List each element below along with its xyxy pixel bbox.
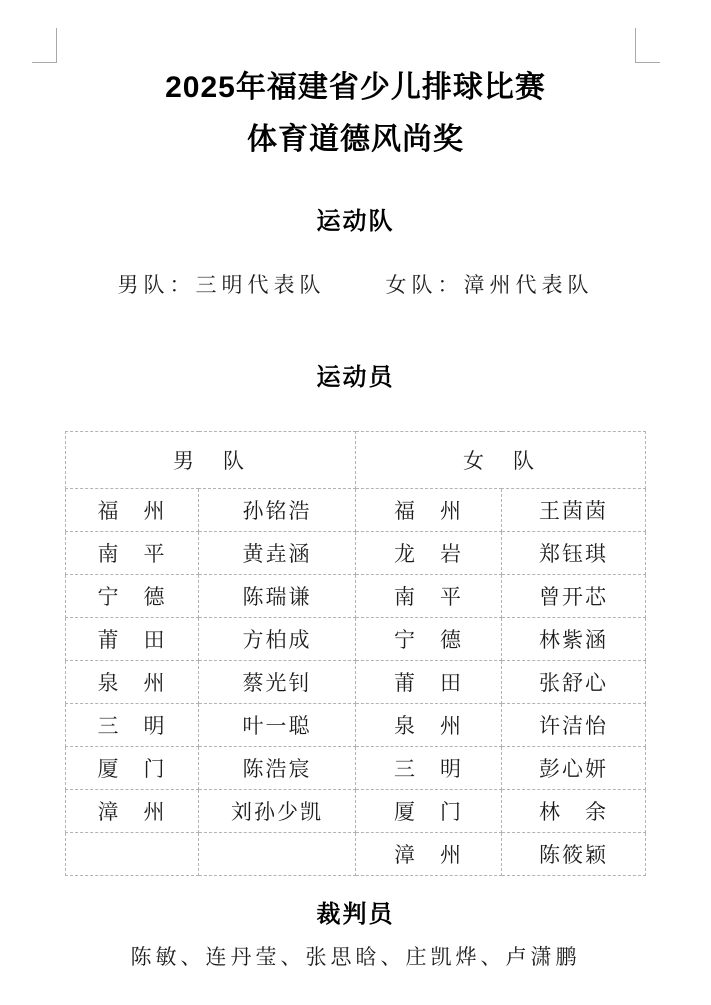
table-cell: 漳 州 (356, 833, 502, 876)
table-cell: 厦 门 (356, 790, 502, 833)
table-cell: 林 余 (502, 790, 646, 833)
section-heading-referees: 裁判员 (316, 901, 395, 928)
table-cell: 孙铭浩 (199, 489, 356, 532)
table-row (66, 618, 646, 661)
table-cell: 张舒心 (502, 661, 646, 704)
table-cell (199, 833, 356, 876)
table-cell: 福 州 (356, 489, 502, 532)
table-cell: 彭心妍 (502, 747, 646, 790)
table-cell: 陈浩宸 (199, 747, 356, 790)
table-cell: 南 平 (356, 575, 502, 618)
table-cell: 黄垚涵 (199, 532, 356, 575)
table-cell: 莆 田 (66, 618, 199, 661)
table-cell: 泉 州 (66, 661, 199, 704)
table-cell: 宁 德 (66, 575, 199, 618)
team-line (0, 271, 711, 299)
athletes-table (65, 431, 646, 876)
table-cell: 郑钰琪 (502, 532, 646, 575)
table-cell: 南 平 (66, 532, 199, 575)
table-cell: 陈瑞谦 (199, 575, 356, 618)
table-header-cell-men: 男 队 (66, 432, 356, 489)
table-cell: 泉 州 (356, 704, 502, 747)
table-cell: 福 州 (66, 489, 199, 532)
table-row (66, 489, 646, 532)
section-heading-teams: 运动队 (316, 208, 395, 235)
section-heading-athletes: 运动员 (316, 364, 395, 391)
table-header-cell-women: 女 队 (356, 432, 646, 489)
table-cell: 龙 岩 (356, 532, 502, 575)
table-header-row (66, 432, 646, 489)
table-cell: 三 明 (66, 704, 199, 747)
table-cell: 叶一聪 (199, 704, 356, 747)
table-cell: 许洁怡 (502, 704, 646, 747)
table-cell: 林紫涵 (502, 618, 646, 661)
table-cell: 方柏成 (199, 618, 356, 661)
table-cell: 刘孙少凯 (199, 790, 356, 833)
table-row (66, 833, 646, 876)
table-cell: 漳 州 (66, 790, 199, 833)
table-row (66, 704, 646, 747)
table-cell: 厦 门 (66, 747, 199, 790)
table-cell: 三 明 (356, 747, 502, 790)
table-cell: 曾开芯 (502, 575, 646, 618)
table-row (66, 575, 646, 618)
table-cell: 蔡光钊 (199, 661, 356, 704)
table-row (66, 790, 646, 833)
page-title-line1: 2025年福建省少儿排球比赛 (165, 71, 546, 104)
table-cell (66, 833, 199, 876)
page-margin-mark-top-left (32, 28, 57, 63)
women-team-label: 女队：漳州代表队 (385, 273, 594, 297)
table-row (66, 747, 646, 790)
page-margin-mark-top-right (635, 28, 660, 63)
table-cell: 莆 田 (356, 661, 502, 704)
referee-names: 陈敏、连丹莹、张思晗、庄凯烨、卢潇鹏 (130, 945, 581, 969)
table-cell: 宁 德 (356, 618, 502, 661)
page-title-line2: 体育道德风尚奖 (247, 123, 464, 156)
table-row (66, 661, 646, 704)
table-cell: 王茵茵 (502, 489, 646, 532)
table-cell: 陈筱颖 (502, 833, 646, 876)
men-team-label: 男队：三明代表队 (117, 273, 326, 297)
table-row (66, 532, 646, 575)
